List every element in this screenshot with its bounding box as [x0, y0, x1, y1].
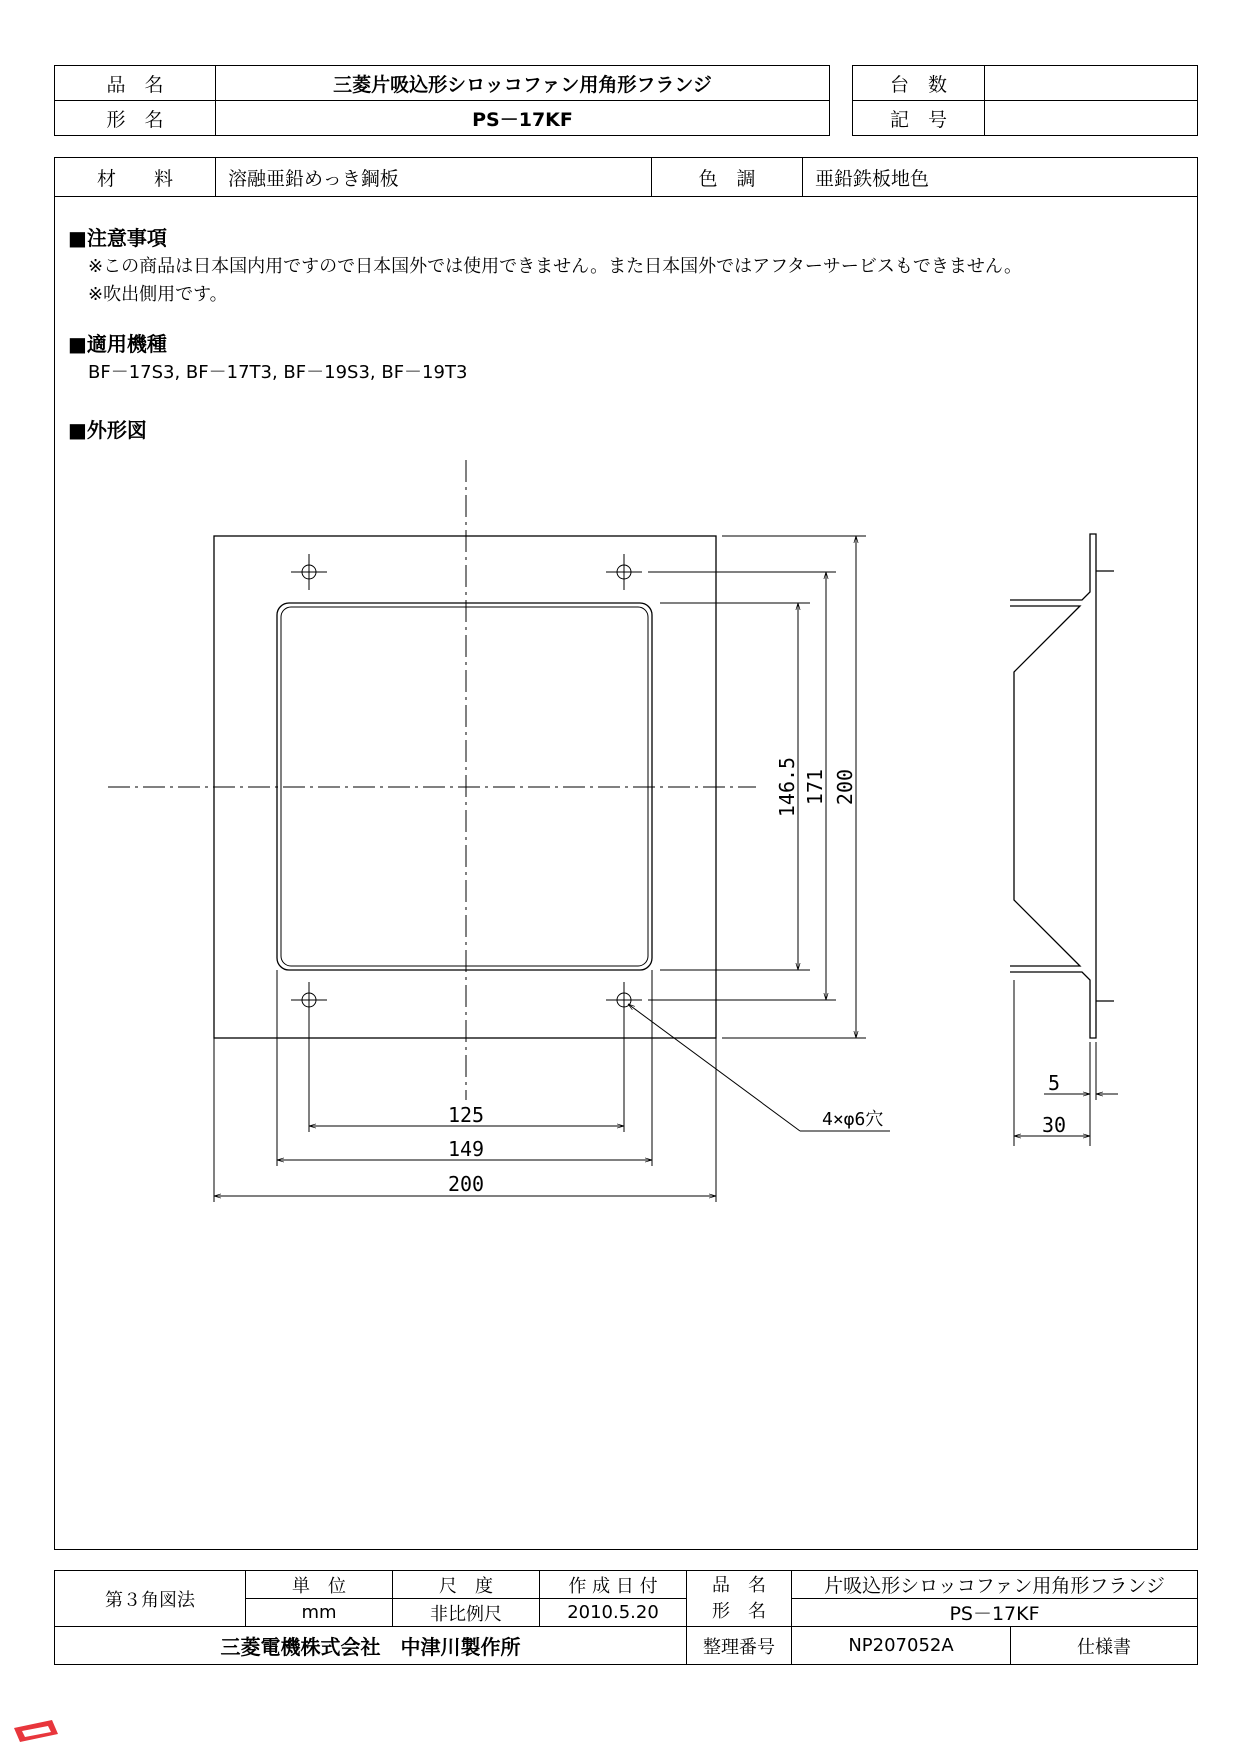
title-block — [54, 1570, 1198, 1665]
dim-5-label: 5 — [1047, 1071, 1061, 1095]
hole-note: 4×φ6穴 — [822, 1109, 884, 1130]
side-view — [1010, 534, 1114, 1038]
material-value: 溶融亜鉛めっき鋼板 — [216, 158, 652, 197]
dim-146-5-label: 146.5 — [775, 756, 799, 818]
dim-200-h-label: 200 — [447, 1172, 485, 1196]
symbol-label: 記 号 — [853, 101, 985, 136]
material-label: 材 料 — [55, 158, 216, 197]
tb-name-label: 品 名 — [712, 1574, 766, 1596]
applicable-title: ■適用機種 — [68, 332, 167, 356]
unit-label: 単 位 — [246, 1571, 393, 1599]
applicable-models: BF－17S3, BF－17T3, BF－19S3, BF－19T3 — [88, 362, 468, 383]
tb-name-value: 片吸込形シロッコファン用角形フランジ — [792, 1571, 1198, 1599]
doc-type: 仕様書 — [1011, 1627, 1198, 1665]
projection-method: 第３角図法 — [55, 1571, 246, 1627]
notes-line-1: ※この商品は日本国内用ですので日本国外では使用できません。また日本国外ではアフターサービスもできません。 — [88, 256, 1022, 277]
notes-title: ■注意事項 — [68, 226, 167, 250]
unit-value: mm — [246, 1599, 393, 1627]
scale-label: 尺 度 — [393, 1571, 540, 1599]
dim-171-label: 171 — [803, 768, 827, 806]
brand-logo-icon — [8, 1718, 62, 1748]
tb-model-label: 形 名 — [712, 1600, 766, 1622]
dim-149-label: 149 — [447, 1137, 485, 1161]
date-label: 作 成 日 付 — [540, 1571, 687, 1599]
product-name-label: 品 名 — [55, 66, 216, 101]
product-name: 三菱片吸込形シロッコファン用角形フランジ — [216, 66, 830, 101]
dim-200-v-label: 200 — [833, 768, 857, 806]
dim-125-label: 125 — [447, 1103, 485, 1127]
drawing-title: ■外形図 — [68, 418, 147, 442]
company-name: 三菱電機株式会社 中津川製作所 — [55, 1627, 687, 1665]
date-value: 2010.5.20 — [540, 1599, 687, 1627]
model-label: 形 名 — [55, 101, 216, 136]
name-model-labels — [687, 1571, 792, 1627]
hole-leader — [628, 1004, 800, 1131]
ref-label: 整理番号 — [687, 1627, 792, 1665]
color-label: 色 調 — [652, 158, 803, 197]
model-name: PS－17KF — [216, 101, 830, 136]
dim-30-label: 30 — [1041, 1113, 1067, 1137]
tb-model-value: PS－17KF — [792, 1599, 1198, 1627]
quantity-label: 台 数 — [853, 66, 985, 101]
notes-line-2: ※吹出側用です。 — [88, 284, 228, 305]
scale-value: 非比例尺 — [393, 1599, 540, 1627]
color-value: 亜鉛鉄板地色 — [803, 158, 1198, 197]
ref-value: NP207052A — [792, 1627, 1011, 1665]
